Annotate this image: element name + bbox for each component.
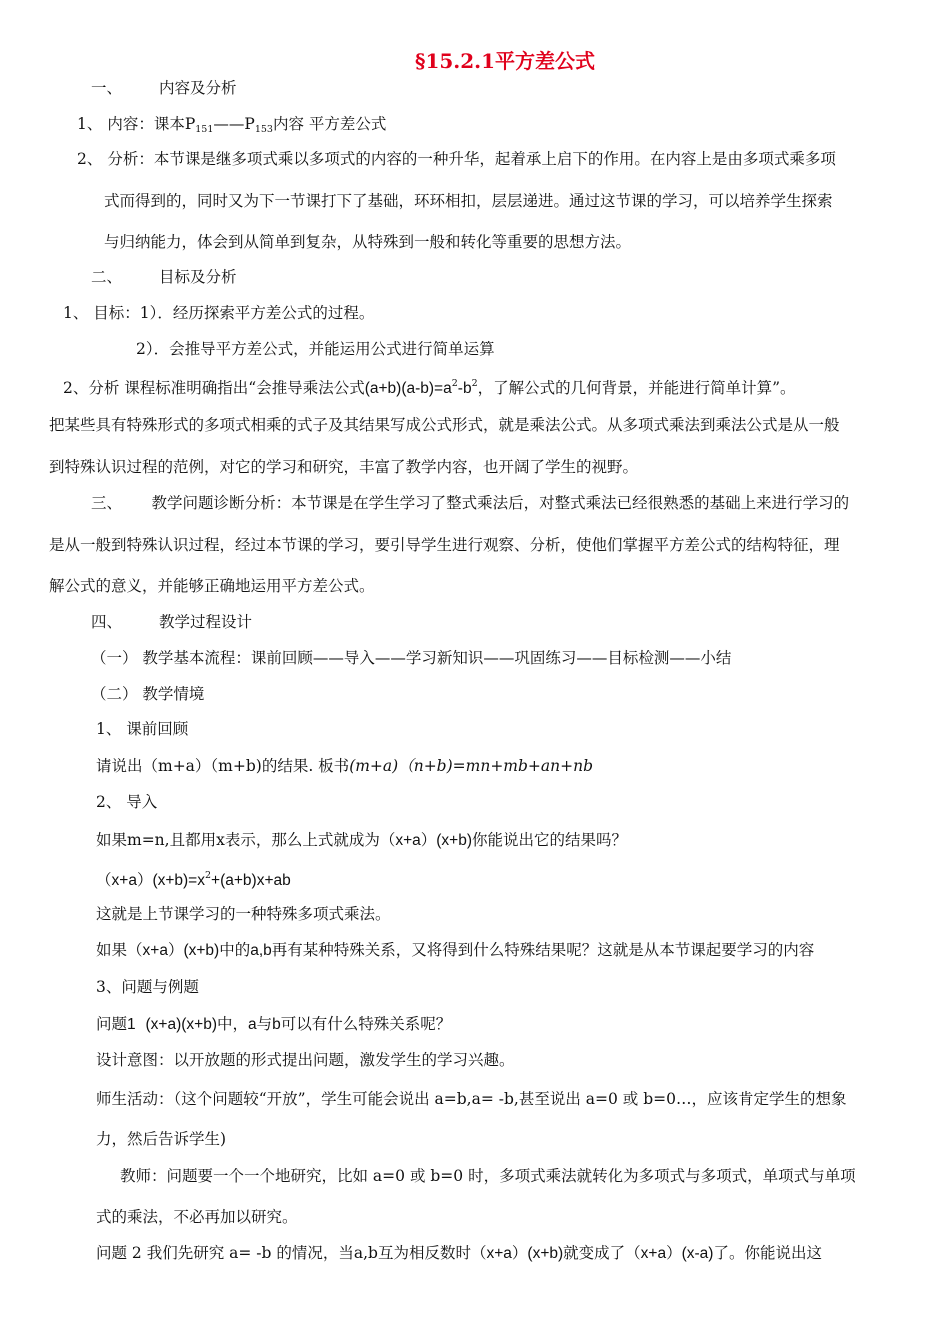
goal-1: 1、 目标：1）．经历探索平方差公式的过程。 (63, 304, 375, 322)
diagnosis-line-2: 是从一般到特殊认识过程，经过本节课的学习，要引导学生进行观察、分析，使他们掌握平方差公式的结构特征，理 (49, 536, 840, 554)
problems-heading: 3、问题与例题 (96, 978, 199, 996)
section-4-heading: 四、 教学过程设计 (91, 613, 253, 631)
intro-note: 这就是上节课学习的一种特殊多项式乘法。 (96, 905, 391, 923)
intro-heading: 2、 导入 (96, 793, 158, 811)
activity-line-1: 师生活动：（这个问题较“开放”，学生可能会说出 a=b,a= -b,甚至说出 a=0 或 b=0…，应该肯定学生的想象 (96, 1090, 847, 1108)
diagnosis-line-3: 解公式的意义，并能够正确地运用平方差公式。 (49, 577, 375, 595)
analysis-line-2: 式而得到的，同时又为下一节课打下了基础，环环相扣，层层递进。通过这节课的学习，可以培养学生探索 (104, 192, 833, 210)
question-1: 问题1 (x+a)(x+b)中，a与b可以有什么特殊关系呢？ (96, 1015, 452, 1033)
intro-text: 如果m=n,且都用x表示，那么上式就成为（x+a）(x+b)你能说出它的结果吗？ (96, 831, 628, 849)
teacher-line-1: 教师：问题要一个一个地研究，比如 a=0 或 b=0 时，多项式乘法就转化为多项式与多项式，单项式与单项 (120, 1167, 856, 1185)
question-2: 问题 2 我们先研究 a= -b 的情况，当a,b互为相反数时（x+a）(x+b)就变成了（x+a）(x-a)了。你能说出这 (96, 1244, 822, 1262)
section-1-heading: 一、 内容及分析 (91, 79, 237, 97)
goal-analysis-line-1: 2、分析 课程标准明确指出“会推导乘法公式$(a+b)(a-b)=a^2-b^2$，了解公式的几何背景，并能进行简单计算”。 (63, 378, 796, 397)
goal-analysis-line-2: 把某些具有特殊形式的多项式相乘的式子及其结果写成公式形式，就是乘法公式。从多项式乘法到乘法公式是从一般 (49, 416, 840, 434)
design-intent: 设计意图：以开放题的形式提出问题，激发学生的学习兴趣。 (96, 1051, 515, 1069)
intro-question: 如果（x+a）(x+b)中的a,b再有某种特殊关系，又将得到什么特殊结果呢？这就是从本节课起要学习的内容 (96, 941, 815, 959)
goal-analysis-line-3: 到特殊认识过程的范例，对它的学习和研究，丰富了教学内容，也开阔了学生的视野。 (49, 458, 639, 476)
teaching-situation: （二） 教学情境 (91, 685, 205, 703)
document-title: §15.2.1平方差公式 (415, 49, 596, 73)
analysis-line-3: 与归纳能力，体会到从简单到复杂，从特殊到一般和转化等重要的思想方法。 (104, 233, 632, 251)
diagnosis-line-1: 三、 教学问题诊断分析：本节课是在学生学习了整式乘法后，对整式乘法已经很熟悉的基础上来进行学习的 (91, 494, 850, 512)
review-heading: 1、 课前回顾 (96, 720, 189, 738)
content-line: 1、 内容：课本$P_{151}——P_{153}$内容 平方差公式 (77, 115, 387, 135)
activity-line-2: 力，然后告诉学生) (96, 1130, 227, 1148)
analysis-line-1: 2、 分析：本节课是继多项式乘以多项式的内容的一种升华，起着承上启下的作用。在内容上是由多项式乘多项 (77, 150, 836, 168)
intro-equation: $(x+a)(x+b)=x^2+(a+b)x+ab$ (96, 870, 291, 889)
section-2-heading: 二、 目标及分析 (91, 268, 237, 286)
review-text: 请说出（m+a）（m+b)的结果. 板书(m+a)（n+b)=mn+mb+an+nb (96, 757, 594, 775)
teacher-line-2: 式的乘法，不必再加以研究。 (96, 1208, 298, 1226)
teaching-flow: （一） 教学基本流程：课前回顾——导入——学习新知识——巩固练习——目标检测——小结 (91, 649, 732, 667)
goal-2: 2）．会推导平方差公式，并能运用公式进行简单运算 (136, 340, 495, 358)
